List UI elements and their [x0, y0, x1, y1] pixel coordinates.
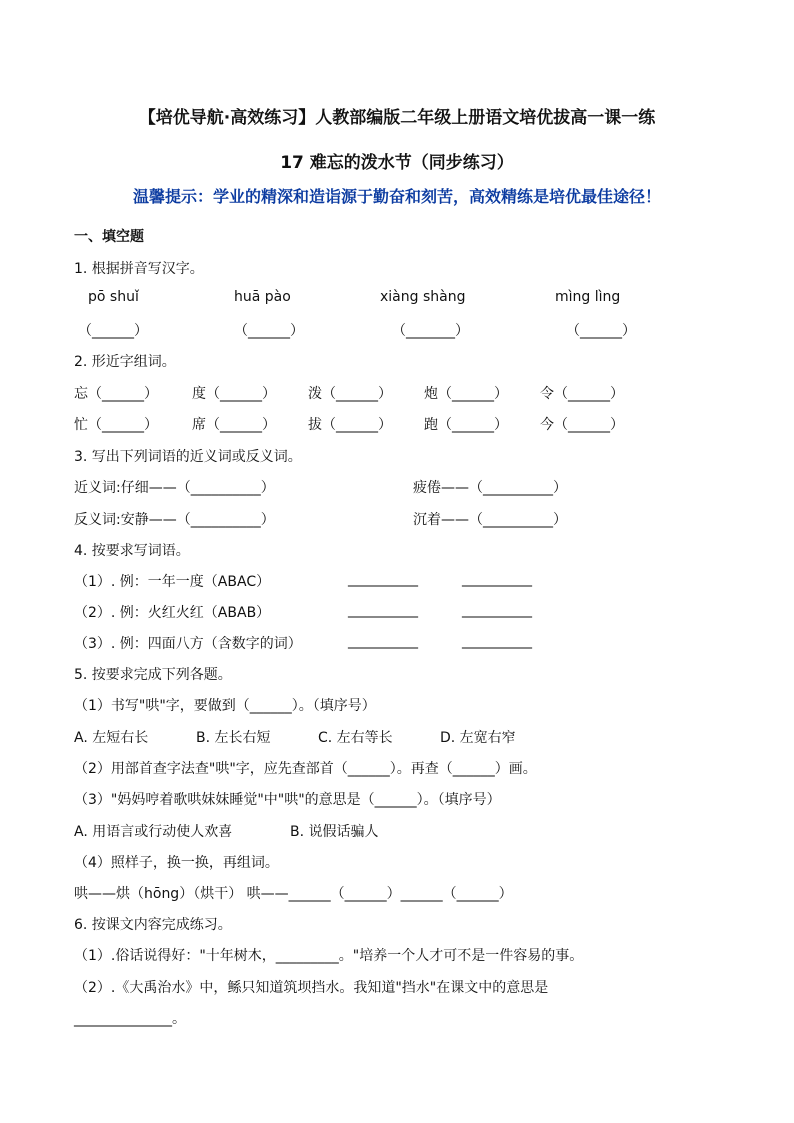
q6-stem: 6. 按课文内容完成练习。 [74, 917, 232, 933]
q1-blank-3[interactable]: （_______） [392, 323, 469, 339]
q2-item[interactable]: 忙（______） [74, 417, 158, 433]
q2-item[interactable]: 席（______） [192, 417, 276, 433]
q1-pinyin-3: xiàng shàng [380, 289, 466, 305]
q4-row: （1）. 例：一年一度（ABAC） [74, 574, 271, 590]
q2-stem: 2. 形近字组词。 [74, 354, 176, 370]
q5-sub3: （3）"妈妈哼着歌哄妹妹睡觉"中"哄"的意思是（______）。（填序号） [74, 792, 501, 808]
study-tip: 温馨提示：学业的精深和造诣源于勤奋和刻苦，高效精练是培优最佳途径！ [132, 187, 661, 206]
q6-sub1: （1）.俗话说得好："十年树木，_________。"培养一个人才可不是一件容易的事。 [74, 948, 584, 964]
q4-stem: 4. 按要求写词语。 [74, 543, 190, 559]
q4-row: （2）. 例：火红火红（ABAB） [74, 605, 271, 621]
q4-blank[interactable]: __________ [462, 571, 532, 587]
q2-item[interactable]: 泼（______） [308, 386, 392, 402]
q4-blank[interactable]: __________ [462, 602, 532, 618]
q4-row: （3）. 例：四面八方（含数字的词） [74, 636, 302, 652]
q6-sub2: （2）.《大禹治水》中，鲧只知道筑坝挡水。我知道"挡水"在课文中的意思是 [74, 980, 549, 996]
q5-option[interactable]: B. 说假话骗人 [290, 824, 379, 840]
q2-item[interactable]: 拔（______） [308, 417, 392, 433]
q4-blank[interactable]: __________ [462, 633, 532, 649]
q2-item[interactable]: 跑（______） [424, 417, 508, 433]
q1-pinyin-4: mìng lìng [555, 289, 621, 305]
lesson-subtitle: 17 难忘的泼水节（同步练习） [280, 153, 514, 173]
q2-item[interactable]: 忘（______） [74, 386, 158, 402]
q5-option[interactable]: B. 左长右短 [196, 730, 271, 746]
q1-blank-1[interactable]: （______） [78, 323, 148, 339]
q5-sub2: （2）用部首查字法查"哄"字，应先查部首（______）。再查（______）画。 [74, 761, 537, 777]
q2-item[interactable]: 今（______） [540, 417, 624, 433]
q2-item[interactable]: 度（______） [192, 386, 276, 402]
q5-sub1: （1）书写"哄"字，要做到（______）。（填序号） [74, 698, 376, 714]
q5-option[interactable]: D. 左宽右窄 [440, 730, 516, 746]
q5-option[interactable]: A. 左短右长 [74, 730, 149, 746]
q2-item[interactable]: 令（______） [540, 386, 624, 402]
q5-stem: 5. 按要求完成下列各题。 [74, 667, 232, 683]
q4-blank[interactable]: __________ [348, 571, 418, 587]
q3-synonym-right[interactable]: 疲倦——（__________） [413, 480, 567, 496]
q3-stem: 3. 写出下列词语的近义词或反义词。 [74, 449, 302, 465]
q6-sub2-blank[interactable]: ______________。 [74, 1011, 186, 1027]
q4-blank[interactable]: __________ [348, 633, 418, 649]
q1-pinyin-1: pō shuǐ [88, 289, 139, 305]
q5-option[interactable]: C. 左右等长 [318, 730, 393, 746]
document-title: 【培优导航·高效练习】人教部编版二年级上册语文培优拔高一课一练 [138, 108, 656, 128]
q1-pinyin-2: huā pào [234, 289, 291, 305]
q3-synonym-left[interactable]: 近义词:仔细——（__________） [74, 480, 275, 496]
q3-antonym-left[interactable]: 反义词:安静——（__________） [74, 512, 275, 528]
section-heading: 一、填空题 [74, 229, 144, 245]
q3-antonym-right[interactable]: 沉着——（__________） [413, 512, 567, 528]
q1-stem: 1. 根据拼音写汉字。 [74, 261, 204, 277]
q1-blank-2[interactable]: （______） [234, 323, 304, 339]
q5-sub4: （4）照样子，换一换，再组词。 [74, 855, 279, 871]
q5-option[interactable]: A. 用语言或行动使人欢喜 [74, 824, 233, 840]
q4-blank[interactable]: __________ [348, 602, 418, 618]
q5-example: 哄——烘（hōng）（烘干） 哄——______（______）______（______） [74, 886, 513, 902]
q1-blank-4[interactable]: （______） [566, 323, 636, 339]
q2-item[interactable]: 炮（______） [424, 386, 508, 402]
